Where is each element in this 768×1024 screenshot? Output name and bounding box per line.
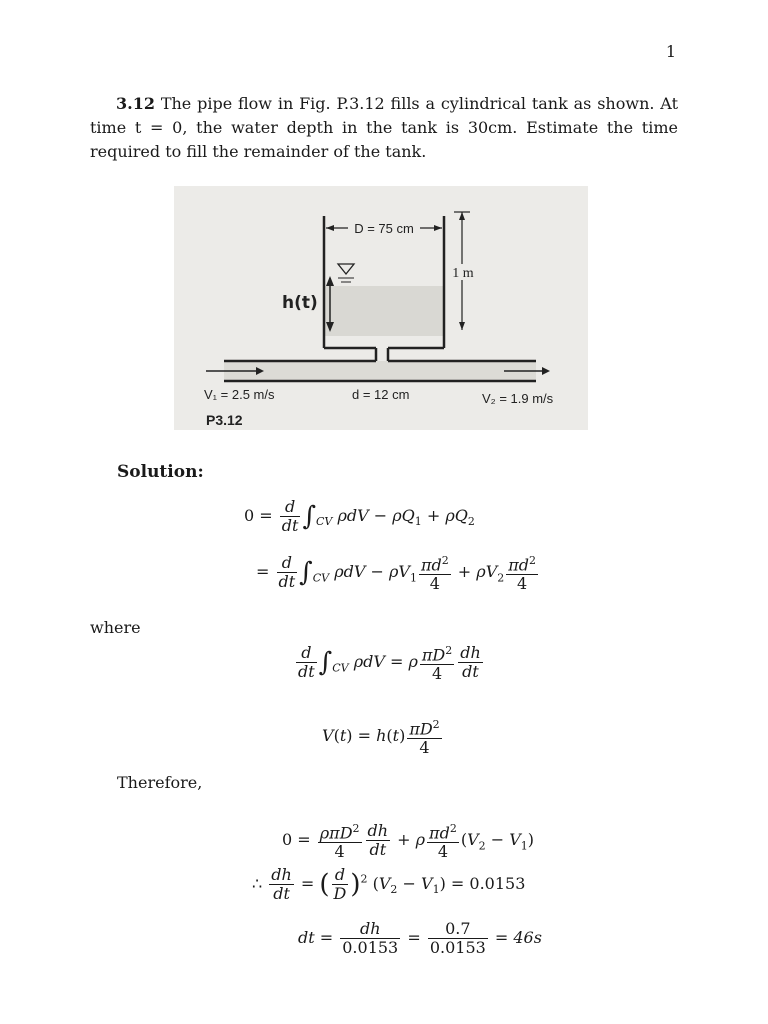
d-dim-arrow-left xyxy=(326,225,334,231)
rate-denominator-2: 0.0153 xyxy=(429,938,486,957)
solution-heading: Solution: xyxy=(117,462,204,482)
label-V1: V₁ = 2.5 m/s xyxy=(204,387,275,402)
figure-caption: P3.12 xyxy=(206,412,243,428)
label-h: h(t) xyxy=(282,293,318,313)
equation-time: dt = $\frac{dh}{0.0153}$ = $\frac{0.7}{0.0153}$ = 46s xyxy=(298,919,542,957)
time-result: 46s xyxy=(513,928,542,947)
tank-water xyxy=(324,286,444,336)
therefore-text: Therefore, xyxy=(117,773,203,792)
pipe-water xyxy=(224,361,536,381)
free-surface-symbol xyxy=(338,264,354,274)
rate-value: 0.0153 xyxy=(469,874,526,893)
h-dim-arrow-top xyxy=(326,276,334,286)
problem-statement xyxy=(90,92,678,164)
d-dim-arrow-right xyxy=(434,225,442,231)
height-dim-arrow-top xyxy=(459,212,465,220)
outflow-arrowhead xyxy=(542,367,550,375)
equation-balance: 0 = $\frac{\rho\pi D^2}{4}$ $\frac{dh}{dt}$ + ρ $\frac{\pi d^2}{4}$ $(V_2 - V_1)$ xyxy=(282,821,535,862)
equation-dhdt: ∴ $\frac{dh}{dt}$ = ( $\frac{d}{D}$ )$^2$ $(V_2 - V_1) = 0.0153$ xyxy=(252,865,526,903)
figure-p3-12 xyxy=(174,186,588,430)
equation-continuity-2: = $\frac{d}{dt}$ $\int_{CV}$ $\rho dV - \rho V_1$ $\frac{\pi d^2}{4}$ + $\rho V_2$ $\frac{\pi d^2}{4}$ xyxy=(256,553,537,594)
equation-volume-rate: $\frac{d}{dt}$ $\int_{CV}$ ρdV = ρ $\frac{\pi D^2}{4}$ $\frac{dh}{dt}$ xyxy=(298,643,481,684)
problem-text: The pipe flow in Fig. P.3.12 fills a cylindrical tank as shown. At time t = 0, the water depth in the tank is 30cm. Estimate the time required to fill the remainder of the tank. xyxy=(90,94,678,161)
remaining-depth: 0.7 xyxy=(428,920,488,939)
label-V2: V₂ = 1.9 m/s xyxy=(482,391,554,406)
label-D: D = 75 cm xyxy=(354,221,414,236)
problem-number: 3.12 xyxy=(116,94,155,113)
label-height: 1 m xyxy=(452,266,474,281)
height-dim-arrow-bottom xyxy=(459,322,465,330)
rate-denominator-1: 0.0153 xyxy=(342,938,399,957)
equation-volume: V(t) = h(t) $\frac{\pi D^2}{4}$ xyxy=(322,718,440,758)
page-number: 1 xyxy=(665,42,676,61)
tank-pipe-diagram xyxy=(174,186,588,430)
equation-continuity-1: 0 = $\frac{d}{dt}$ $\int_{CV}$ $\rho dV - \rho Q_1 + \rho Q_2$ xyxy=(244,497,475,535)
where-text: where xyxy=(90,618,141,637)
label-d: d = 12 cm xyxy=(352,387,410,402)
